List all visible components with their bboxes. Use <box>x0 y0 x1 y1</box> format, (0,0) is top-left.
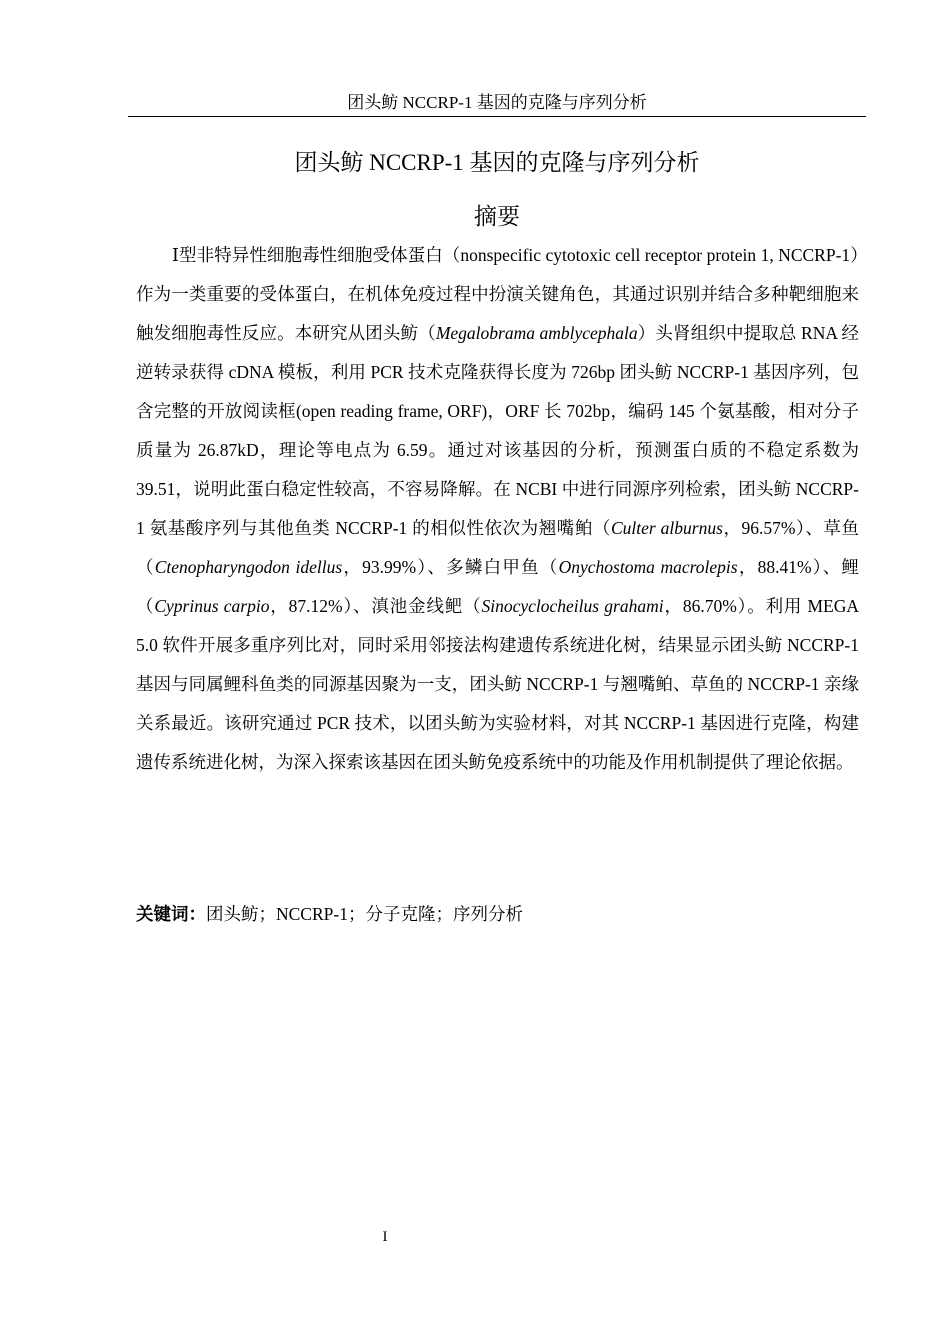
page-number: I <box>382 1229 388 1245</box>
abstract-text: ，86.70%）。利用 MEGA 5.0 软件开展多重序列比对，同时采用邻接法构建遗传系统进化树，结果显示团头鲂 NCCRP-1 基因与同属鲤科鱼类的同源基因聚为一支，团头鲂 NCCRP-1 与翘嘴鲌、草鱼的 NCCRP-1 亲缘关系最近。该研究通过 PCR 技术，以团头鲂为实验材料，对其 NCCRP-1 基因进行克隆，构建遗传系统进化树，为深入探索该基因在团头鲂免疫系统中的功能及作用机制提供了理论依据。 <box>136 596 860 772</box>
page-title: 团头鲂 NCCRP-1 基因的克隆与序列分析 <box>294 150 700 175</box>
abstract-text: Ⅰ型非特异性细胞毒性细胞受体蛋白（nonspecific cytotoxic cell receptor protein 1, NCCRP-1）作为一类重要的受体蛋白，在机体免疫过程中扮演关键角色，其通过识别并结合多种靶细胞来触发细胞毒性反应。本研究从团头鲂（ <box>136 245 859 343</box>
abstract-paragraph <box>136 236 859 782</box>
species-name: Megalobrama amblycephala <box>435 323 638 343</box>
running-header: 团头鲂 NCCRP-1 基因的克隆与序列分析 <box>347 93 647 112</box>
abstract-text: ，96.57%）、草鱼（ <box>136 518 860 577</box>
abstract-heading: 摘要 <box>474 204 520 229</box>
abstract-text: ，88.41%）、鲤（ <box>136 557 860 616</box>
species-name: Onychostoma macrolepis <box>558 557 738 577</box>
abstract-text: ，93.99%）、多鳞白甲鱼（ <box>342 557 559 577</box>
species-name: Culter alburnus <box>610 518 723 538</box>
species-name: Sinocyclocheilus grahami <box>481 596 664 616</box>
keywords-line <box>136 899 859 929</box>
header-divider <box>128 116 866 117</box>
keywords-value: 团头鲂；NCCRP-1；分子克隆；序列分析 <box>206 904 523 924</box>
abstract-text: ）头肾组织中提取总 RNA 经逆转录获得 cDNA 模板，利用 PCR 技术克隆获得长度为 726bp 团头鲂 NCCRP-1 基因序列，包含完整的开放阅读框(open reading frame, ORF)，ORF 长 702bp，编码 145 个氨基酸，相对分子质量为 26.87kD，理论等电点为 6.59。通过对该基因的分析，预测蛋白质的不稳定系数为 39.51，说明此蛋白稳定性较高，不容易降解。在 NCBI 中进行同源序列检索，团头鲂 NCCRP-1 氨基酸序列与其他鱼类 NCCRP-1 的相似性依次为翘嘴鲌（ <box>136 323 860 538</box>
abstract-text: ，87.12%）、滇池金线鲃（ <box>269 596 482 616</box>
species-name: Cyprinus carpio <box>154 596 270 616</box>
species-name: Ctenopharyngodon idellus <box>154 557 343 577</box>
keywords-label: 关键词： <box>136 904 206 924</box>
